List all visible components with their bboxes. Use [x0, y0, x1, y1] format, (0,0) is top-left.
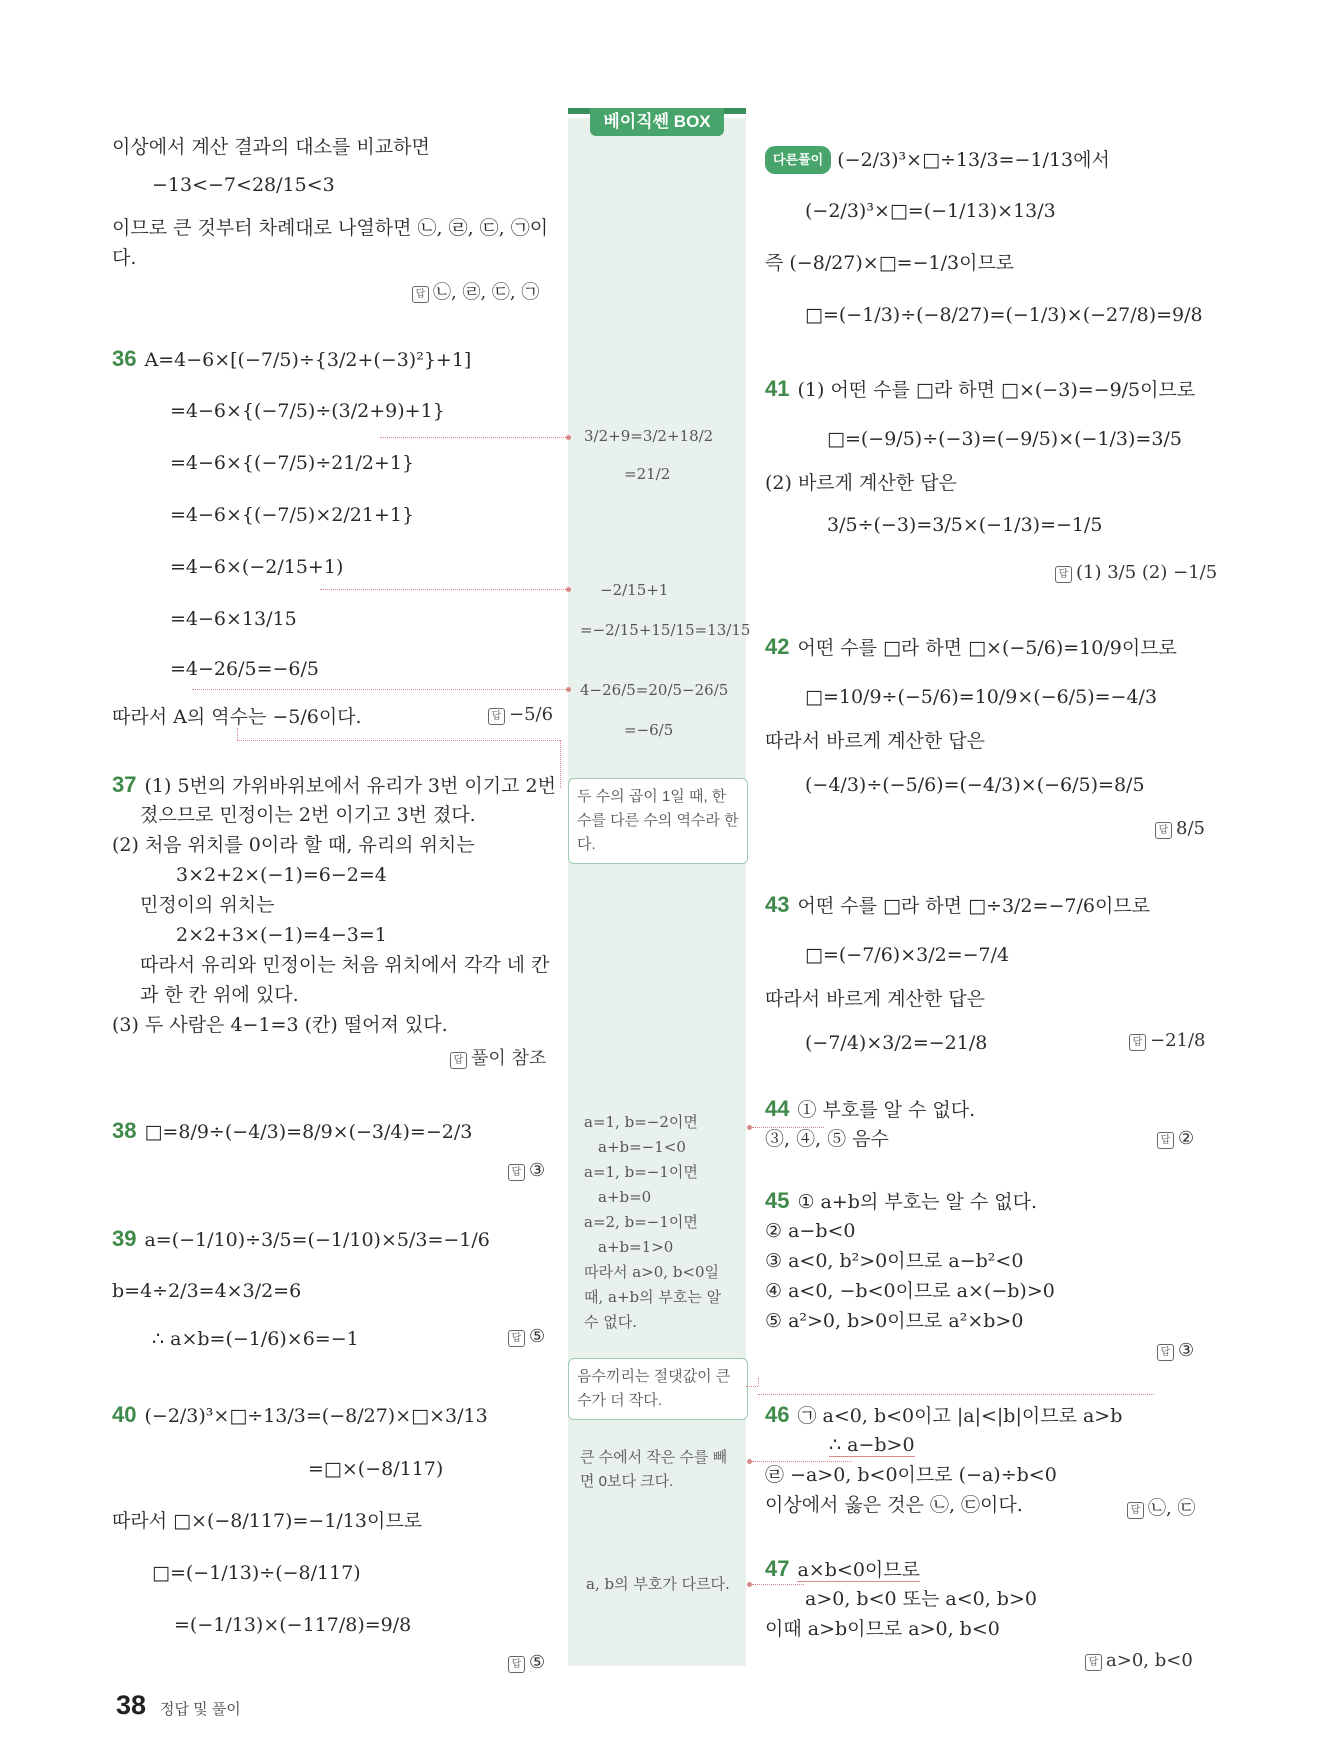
tip-sign-differ: a, b의 부호가 다르다.: [586, 1575, 730, 1593]
problem-41-line-0: [765, 376, 1195, 403]
problem-41-line-1: □=(−9/5)÷(−3)=(−9/5)×(−1/3)=3/5: [827, 428, 1182, 450]
problem-40-line-0: [112, 1402, 488, 1429]
problem-44-answer: [1157, 1128, 1194, 1149]
problem-45-line-2: ③ a<0, b²>0이므로 a−b²<0: [765, 1250, 1024, 1272]
problem-37-line-8: (3) 두 사람은 4−1=3 (칸) 떨어져 있다.: [112, 1014, 448, 1036]
answer-text: 8/5: [1176, 818, 1205, 839]
problem-42-line-2: 따라서 바르게 계산한 답은: [765, 730, 986, 752]
problem-36-line-3: =4−6×{(−7/5)×2/21+1}: [170, 504, 415, 526]
problem-39-line-2: ∴ a×b=(−1/6)×6=−1: [152, 1328, 359, 1350]
problem-number: 44: [765, 1096, 790, 1121]
problem-46-line-3: 이상에서 옳은 것은 ㉡, ㉢이다.: [765, 1494, 1023, 1516]
connector-line: [752, 1584, 804, 1585]
problem-47-line-1: a>0, b<0 또는 a<0, b>0: [805, 1588, 1037, 1610]
answer-mark: 답: [1157, 1132, 1174, 1149]
alt-solution-line-0: [765, 146, 1110, 174]
problem-45-line-4: ⑤ a²>0, b>0이므로 a²×b>0: [765, 1310, 1024, 1332]
alt-solution-label: 다른풀이: [765, 146, 831, 174]
problem-43-line-2: 따라서 바르게 계산한 답은: [765, 988, 986, 1010]
connector-line: [237, 740, 560, 741]
box-note-44-5: a+b=1>0: [598, 1238, 674, 1256]
answer-mark: 답: [1155, 822, 1172, 839]
math-line: 어떤 수를 □라 하면 □×(−5/6)=10/9이므로: [797, 637, 1177, 659]
connector-dot: [566, 687, 571, 692]
box-note-44-1: a+b=−1<0: [598, 1138, 686, 1156]
answer-text: ⑤: [529, 1652, 546, 1673]
problem-number: 41: [765, 376, 790, 401]
problem-number: 46: [765, 1402, 790, 1427]
problem-47-line-2: 이때 a>b이므로 a>0, b<0: [765, 1618, 1000, 1640]
math-line: (−2/3)³×□÷13/3=(−8/27)×□×3/13: [144, 1405, 488, 1427]
answer-mark: 답: [508, 1330, 525, 1347]
connector-dot: [566, 587, 571, 592]
box-note-44-6: 따라서 a>0, b<0일: [584, 1263, 720, 1281]
alt-solution-line-1: (−2/3)³×□=(−1/13)×13/3: [805, 200, 1056, 222]
problem-43-line-3: (−7/4)×3/2=−21/8: [805, 1032, 988, 1054]
connector-line: [380, 437, 566, 438]
problem-number: 36: [112, 346, 137, 371]
box-note-44-3: a+b=0: [598, 1188, 652, 1206]
problem-36-line-4: =4−6×(−2/15+1): [170, 556, 344, 578]
math-line: □=8/9÷(−4/3)=8/9×(−3/4)=−2/3: [144, 1121, 473, 1143]
problem-40-line-1: =□×(−8/117): [308, 1458, 444, 1480]
problem-38-answer: [508, 1160, 545, 1181]
problem-39-answer: [508, 1326, 545, 1347]
problem-37-line-5: 2×2+3×(−1)=4−3=1: [176, 924, 387, 946]
problem-42-line-1: □=10/9÷(−5/6)=10/9×(−6/5)=−4/3: [805, 686, 1158, 708]
problem-46-line-2: ㉣ −a>0, b<0이므로 (−a)÷b<0: [765, 1464, 1057, 1486]
box-note-44-7: 때, a+b의 부호는 알: [584, 1288, 722, 1306]
problem-36-line-0: [112, 346, 471, 373]
tip-negative-abs: 음수끼리는 절댓값이 큰 수가 더 작다.: [568, 1358, 748, 1420]
problem-43-line-0: [765, 892, 1150, 919]
problem-37-line-2: (2) 처음 위치를 0이라 할 때, 유리의 위치는: [112, 834, 475, 856]
math-line: a=(−1/10)÷3/5=(−1/10)×5/3=−1/6: [144, 1229, 490, 1251]
answer-mark: 답: [508, 1164, 525, 1181]
math-line: (−2/3)³×□÷13/3=−1/13에서: [837, 149, 1110, 171]
connector-dot: [566, 435, 571, 440]
problem-44-line-0: [765, 1096, 975, 1123]
problem-37-answer: [450, 1044, 546, 1070]
text-line: ① 부호를 알 수 없다.: [797, 1099, 976, 1121]
answer-mark: 답: [1157, 1344, 1174, 1361]
text-line: ㉠ a<0, b<0이고 |a|<|b|이므로 a>b: [797, 1405, 1123, 1427]
problem-37-line-1: 졌으므로 민정이는 2번 이기고 3번 졌다.: [140, 804, 476, 826]
problem-43-line-1: □=(−7/6)×3/2=−7/4: [805, 944, 1010, 966]
basic-box-header: [568, 108, 746, 140]
intro-line-2: −13<−7<28/15<3: [152, 174, 335, 196]
intro-line-1: 이상에서 계산 결과의 대소를 비교하면: [112, 136, 430, 158]
problem-42-line-0: [765, 634, 1177, 661]
answer-mark: 답: [1127, 1502, 1144, 1519]
problem-36-conclusion: 따라서 A의 역수는 −5/6이다.: [112, 706, 362, 728]
footer-label: 정답 및 풀이: [160, 1701, 241, 1718]
box-note-44-8: 수 없다.: [584, 1313, 638, 1331]
problem-45-line-1: ② a−b<0: [765, 1220, 856, 1242]
answer-text: ③: [529, 1160, 546, 1181]
problem-number: 42: [765, 634, 790, 659]
intro-answer: [412, 278, 539, 304]
math-line: 어떤 수를 □라 하면 □÷3/2=−7/6이므로: [797, 895, 1151, 917]
math-line: A=4−6×[(−7/5)÷{3/2+(−3)²}+1]: [144, 349, 472, 371]
connector-line: [758, 1378, 759, 1386]
problem-number: 39: [112, 1226, 137, 1251]
alt-solution-line-2: 즉 (−8/27)×□=−1/3이므로: [765, 252, 1015, 274]
math-line: (1) 어떤 수를 □라 하면 □×(−3)=−9/5이므로: [797, 379, 1196, 401]
tip-difference: [580, 1446, 730, 1494]
box-note-44-0: a=1, b=−2이면: [584, 1113, 698, 1131]
box-note-36b: =21/2: [624, 465, 671, 483]
problem-36-answer: [488, 704, 553, 725]
problem-number: 43: [765, 892, 790, 917]
problem-36-line-1: =4−6×{(−7/5)÷(3/2+9)+1}: [170, 400, 445, 422]
answer-mark: 답: [488, 708, 505, 725]
problem-43-answer: [1129, 1030, 1206, 1051]
box-note-44-4: a=2, b=−1이면: [584, 1213, 698, 1231]
connector-line: [746, 1386, 758, 1387]
problem-41-line-3: 3/5÷(−3)=3/5×(−1/3)=−1/5: [827, 514, 1103, 536]
connector-line: [192, 689, 566, 690]
problem-37-line-6: 따라서 유리와 민정이는 처음 위치에서 각각 네 칸: [140, 954, 550, 976]
problem-number: 37: [112, 772, 137, 797]
problem-42-answer: [1155, 818, 1205, 839]
problem-36-line-5: =4−6×13/15: [170, 608, 297, 630]
answer-text: (1) 3/5 (2) −1/5: [1076, 562, 1218, 583]
answer-mark: 답: [412, 286, 429, 303]
problem-46-answer: [1127, 1494, 1195, 1520]
problem-40-answer: [508, 1652, 545, 1673]
problem-40-line-2: 따라서 □×(−8/117)=−1/13이므로: [112, 1510, 423, 1532]
answer-text: a>0, b<0: [1106, 1650, 1193, 1671]
basic-box-column: [568, 118, 746, 1666]
answer-mark: 답: [1055, 566, 1072, 583]
tip-reciprocal: 두 수의 곱이 1일 때, 한 수를 다른 수의 역수라 한다.: [568, 778, 748, 864]
intro-answer-text: ㉡, ㉣, ㉢, ㉠: [433, 282, 540, 303]
answer-text: −5/6: [509, 704, 554, 725]
page-number: 38: [116, 1690, 147, 1720]
problem-42-line-3: (−4/3)÷(−5/6)=(−4/3)×(−6/5)=8/5: [805, 774, 1145, 796]
answer-mark: 답: [508, 1656, 525, 1673]
text-line: (1) 5번의 가위바위보에서 유리가 3번 이기고 2번: [144, 775, 556, 797]
problem-40-line-4: =(−1/13)×(−117/8)=9/8: [174, 1614, 412, 1636]
problem-37-line-0: [112, 772, 556, 799]
problem-44-line-1: ③, ④, ⑤ 음수: [765, 1128, 889, 1150]
answer-text: ②: [1178, 1128, 1195, 1149]
problem-39-line-0: [112, 1226, 490, 1253]
basic-box-title: 베이직쎈 BOX: [590, 108, 724, 136]
connector-line: [320, 589, 566, 590]
intro-line-3: 이므로 큰 것부터 차례대로 나열하면 ㉡, ㉣, ㉢, ㉠이: [112, 217, 549, 239]
problem-37-line-4: 민정이의 위치는: [140, 894, 275, 916]
problem-47-line-0: [765, 1556, 920, 1583]
alt-solution-line-3: □=(−1/3)÷(−8/27)=(−1/3)×(−27/8)=9/8: [805, 304, 1203, 326]
connector-line: [237, 728, 238, 740]
problem-40-line-3: □=(−1/13)÷(−8/117): [152, 1562, 361, 1584]
problem-38-line: [112, 1118, 472, 1145]
problem-39-line-1: b=4÷2/3=4×3/2=6: [112, 1280, 302, 1302]
box-note-36c: −2/15+1: [600, 581, 669, 599]
answer-text: 풀이 참조: [471, 1048, 547, 1069]
problem-45-line-0: [765, 1188, 1037, 1215]
problem-41-answer: [1055, 562, 1217, 583]
problem-45-line-3: ④ a<0, −b<0이므로 a×(−b)>0: [765, 1280, 1055, 1302]
problem-number: 40: [112, 1402, 137, 1427]
answer-mark: 답: [450, 1052, 467, 1069]
underlined-math: ∴ a−b>0: [829, 1434, 915, 1456]
problem-number: 45: [765, 1188, 790, 1213]
problem-37-line-7: 과 한 칸 위에 있다.: [140, 984, 299, 1006]
intro-line-4: 다.: [112, 247, 137, 269]
connector-line: [758, 1394, 1154, 1395]
box-note-36f: =−6/5: [624, 721, 674, 739]
problem-41-line-2: (2) 바르게 계산한 답은: [765, 472, 957, 494]
answer-mark: 답: [1129, 1034, 1146, 1051]
box-note-44-2: a=1, b=−1이면: [584, 1163, 698, 1181]
connector-line: [560, 740, 561, 788]
problem-45-answer: [1157, 1340, 1194, 1361]
problem-number: 38: [112, 1118, 137, 1143]
underlined-math: a×b<0이므로: [797, 1559, 920, 1581]
box-note-36e: 4−26/5=20/5−26/5: [580, 681, 729, 699]
box-note-36a: 3/2+9=3/2+18/2: [584, 427, 714, 445]
answer-text: ㉡, ㉢: [1148, 1498, 1196, 1519]
answer-text: ③: [1178, 1340, 1195, 1361]
answer-text: −21/8: [1150, 1030, 1206, 1051]
problem-47-answer: [1085, 1650, 1193, 1671]
tip-difference-text: 큰 수에서 작은 수를 빼면 0보다 크다.: [580, 1449, 728, 1490]
problem-46-line-1: [829, 1432, 915, 1458]
text-line: ① a+b의 부호는 알 수 없다.: [797, 1191, 1037, 1213]
problem-36-line-2: =4−6×{(−7/5)÷21/2+1}: [170, 452, 415, 474]
box-note-36d: =−2/15+15/15=13/15: [580, 621, 751, 639]
problem-46-line-0: [765, 1402, 1122, 1429]
answer-text: ⑤: [529, 1326, 546, 1347]
problem-36-line-6: =4−26/5=−6/5: [170, 658, 320, 680]
problem-37-line-3: 3×2+2×(−1)=6−2=4: [176, 864, 387, 886]
problem-number: 47: [765, 1556, 790, 1581]
answer-mark: 답: [1085, 1654, 1102, 1671]
